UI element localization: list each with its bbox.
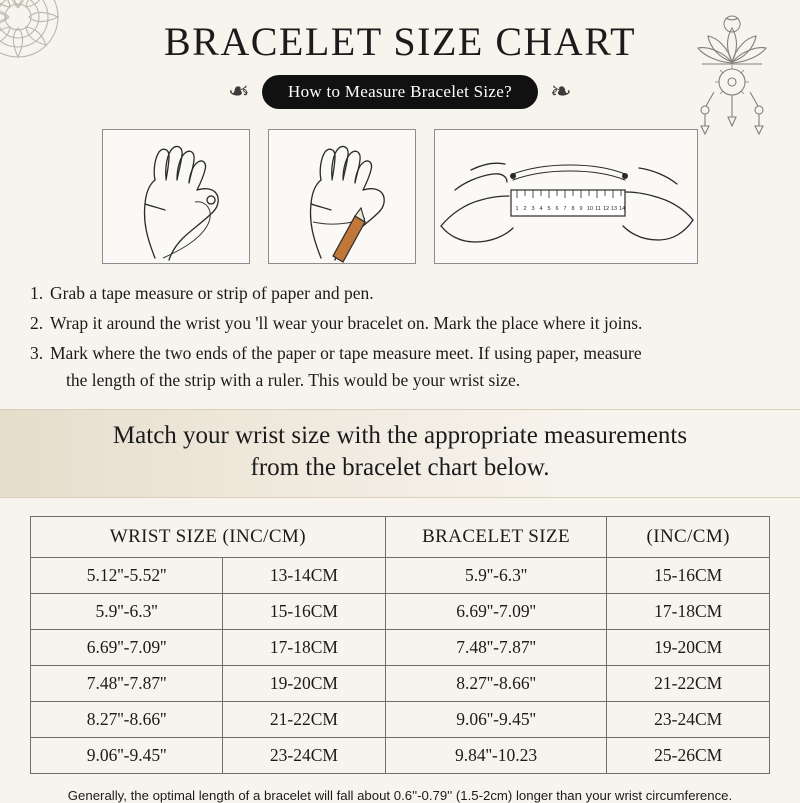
step-number: 1. bbox=[30, 283, 44, 303]
cell-bracelet-inch: 9.06''-9.45'' bbox=[385, 701, 607, 737]
step-text-continued: the length of the strip with a ruler. This would be your wrist size. bbox=[66, 370, 521, 391]
step-text: Grab a tape measure or strip of paper and pen. bbox=[50, 283, 374, 303]
list-item bbox=[30, 310, 770, 337]
mandala-ornament-icon bbox=[0, 0, 108, 112]
table-row bbox=[31, 557, 770, 593]
cell-wrist-cm: 19-20CM bbox=[223, 665, 386, 701]
step-number: 3. bbox=[30, 343, 44, 364]
svg-text:1: 1 bbox=[515, 206, 519, 212]
hands-measuring-with-ruler-illustration bbox=[434, 129, 698, 264]
cell-bracelet-inch: 9.84''-10.23 bbox=[385, 737, 607, 773]
hand-with-tape-illustration bbox=[102, 129, 250, 264]
illustration-row bbox=[0, 129, 800, 264]
list-item bbox=[30, 280, 770, 307]
svg-text:11: 11 bbox=[595, 206, 601, 212]
svg-text:6: 6 bbox=[555, 206, 559, 212]
cell-wrist-inch: 6.69''-7.09'' bbox=[31, 629, 223, 665]
table-row bbox=[31, 593, 770, 629]
cell-wrist-inch: 8.27''-8.66'' bbox=[31, 701, 223, 737]
step-number: 2. bbox=[30, 313, 44, 334]
subtitle-pill: How to Measure Bracelet Size? bbox=[262, 75, 538, 109]
banner-line-2: from the bracelet chart below. bbox=[250, 454, 550, 481]
cell-bracelet-cm: 21-22CM bbox=[607, 665, 770, 701]
cell-wrist-cm: 15-16CM bbox=[223, 593, 386, 629]
svg-text:4: 4 bbox=[539, 206, 543, 212]
banner-line-1: Match your wrist size with the appropriate measurements bbox=[112, 421, 688, 449]
svg-text:2: 2 bbox=[523, 206, 527, 212]
cell-wrist-cm: 21-22CM bbox=[223, 701, 386, 737]
cell-wrist-inch: 9.06''-9.45'' bbox=[31, 737, 223, 773]
svg-text:3: 3 bbox=[531, 206, 535, 212]
step-text: Mark where the two ends of the paper or tape measure meet. If using paper, measure bbox=[50, 343, 642, 364]
svg-text:7: 7 bbox=[563, 206, 567, 212]
hand-marking-paper-illustration bbox=[268, 129, 416, 264]
svg-text:13: 13 bbox=[610, 206, 618, 212]
lotus-ornament-icon bbox=[672, 4, 792, 144]
svg-text:8: 8 bbox=[571, 206, 575, 212]
step-text: Wrap it around the wrist you 'll wear your bracelet on. Mark the place where it joins. bbox=[50, 313, 643, 334]
header-bracelet-size: BRACELET SIZE bbox=[385, 516, 607, 557]
svg-text:12: 12 bbox=[602, 206, 610, 212]
table-row bbox=[31, 737, 770, 773]
header-wrist-size: WRIST SIZE (INC/CM) bbox=[31, 516, 386, 557]
cell-wrist-cm: 17-18CM bbox=[223, 629, 386, 665]
cell-wrist-inch: 5.12''-5.52'' bbox=[31, 557, 223, 593]
flourish-left-icon: ❧ bbox=[228, 77, 251, 106]
steps-list bbox=[30, 280, 770, 395]
svg-text:10: 10 bbox=[586, 206, 594, 212]
cell-bracelet-cm: 23-24CM bbox=[607, 701, 770, 737]
table-row bbox=[31, 629, 770, 665]
cell-wrist-inch: 7.48''-7.87'' bbox=[31, 665, 223, 701]
cell-bracelet-inch: 7.48''-7.87'' bbox=[385, 629, 607, 665]
list-item bbox=[30, 340, 770, 394]
page-title: BRACELET SIZE CHART bbox=[163, 19, 637, 64]
table-header-row bbox=[31, 516, 770, 557]
cell-bracelet-cm: 15-16CM bbox=[607, 557, 770, 593]
cell-wrist-cm: 23-24CM bbox=[223, 737, 386, 773]
flourish-right-icon: ❧ bbox=[549, 77, 572, 106]
table-row bbox=[31, 665, 770, 701]
cell-bracelet-inch: 5.9''-6.3'' bbox=[385, 557, 607, 593]
svg-text:5: 5 bbox=[547, 206, 551, 212]
cell-wrist-cm: 13-14CM bbox=[223, 557, 386, 593]
svg-text:9: 9 bbox=[579, 206, 583, 212]
size-table bbox=[30, 516, 770, 774]
cell-bracelet-cm: 19-20CM bbox=[607, 629, 770, 665]
svg-text:14: 14 bbox=[618, 206, 626, 212]
table-row bbox=[31, 701, 770, 737]
cell-wrist-inch: 5.9''-6.3'' bbox=[31, 593, 223, 629]
cell-bracelet-inch: 6.69''-7.09'' bbox=[385, 593, 607, 629]
cell-bracelet-cm: 17-18CM bbox=[607, 593, 770, 629]
header-bracelet-units: (INC/CM) bbox=[607, 516, 770, 557]
cell-bracelet-inch: 8.27''-8.66'' bbox=[385, 665, 607, 701]
footnote: Generally, the optimal length of a bracelet will fall about 0.6''-0.79'' (1.5-2cm) longer than your wrist circumference. bbox=[67, 787, 733, 803]
cell-bracelet-cm: 25-26CM bbox=[607, 737, 770, 773]
match-banner bbox=[0, 409, 800, 498]
